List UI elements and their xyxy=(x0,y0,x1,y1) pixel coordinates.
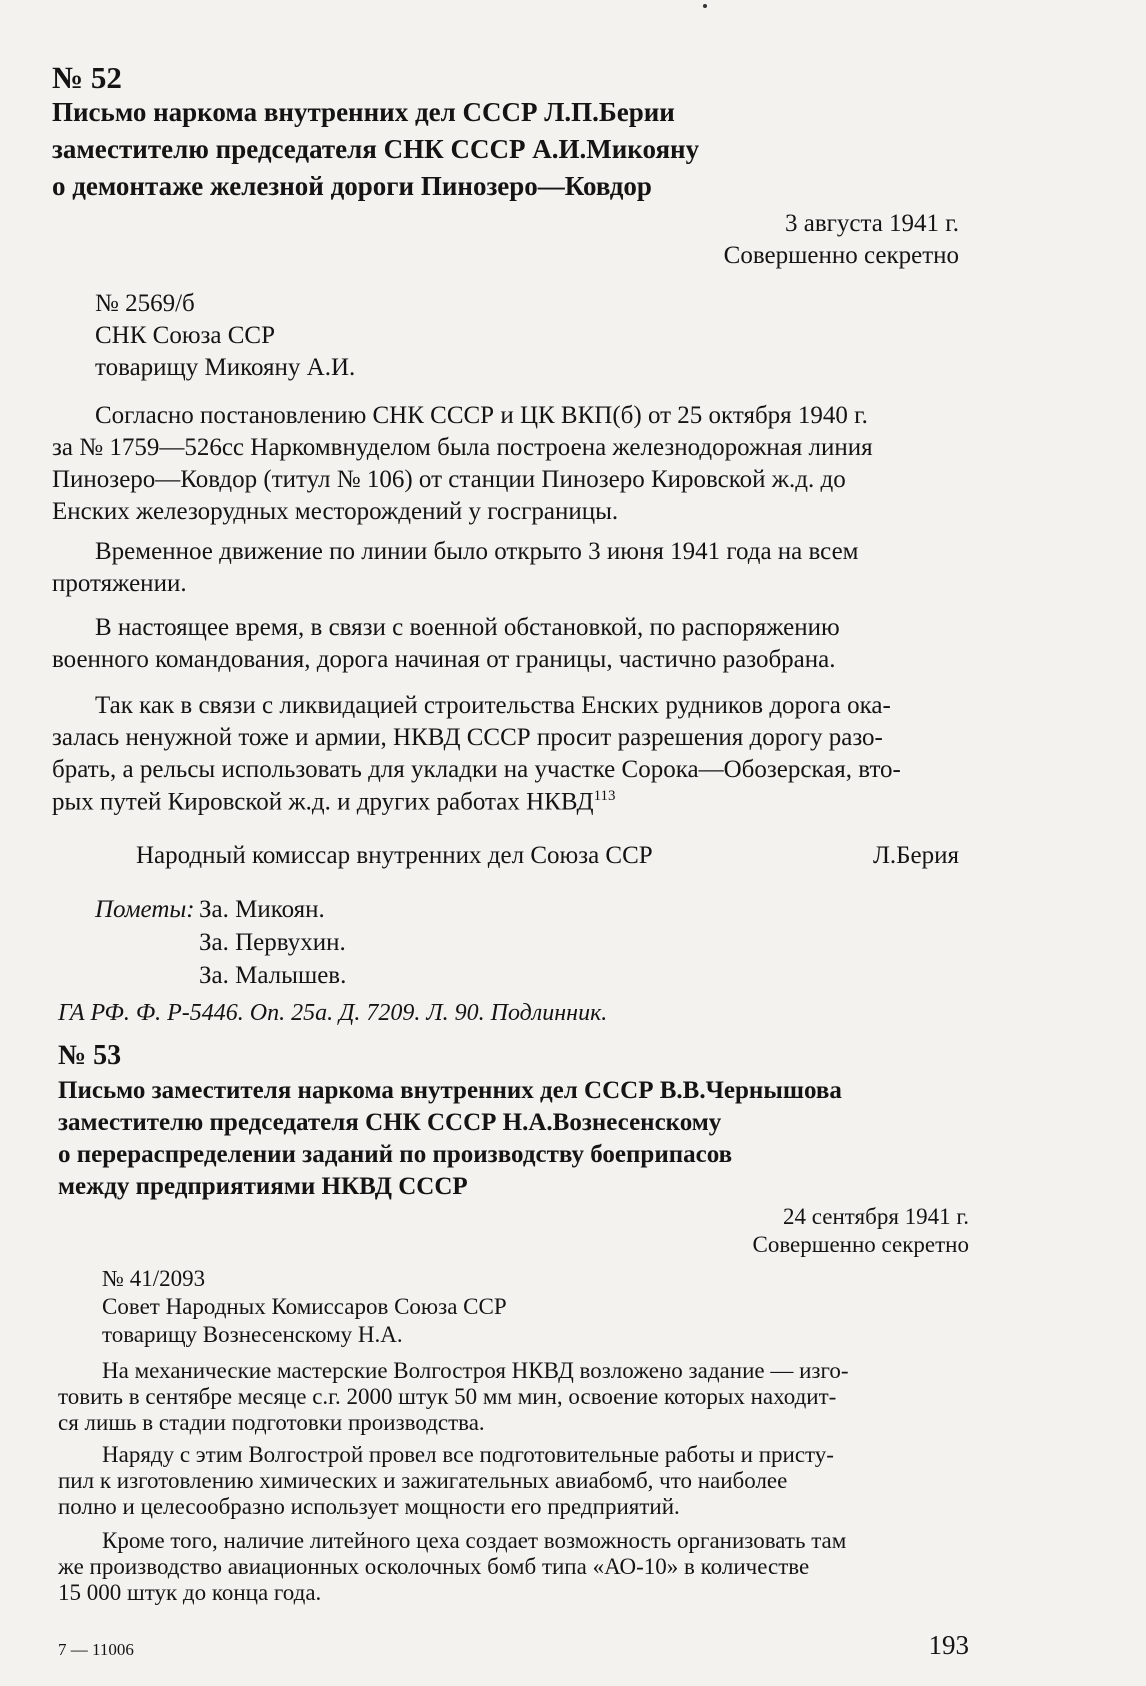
doc53-addressee-line-1: Совет Народных Комиссаров Союза ССР xyxy=(102,1294,507,1319)
doc52-p1-line-4: Енских железорудных месторождений у госграницы. xyxy=(52,498,619,525)
doc52-archive-reference: ГА РФ. Ф. Р-5446. Оп. 25а. Д. 7209. Л. 90. Подлинник. xyxy=(58,1000,608,1026)
doc52-title-line-1: Письмо наркома внутренних дел СССР Л.П.Берии xyxy=(52,97,675,127)
doc52-addressee-line-1: СНК Союза ССР xyxy=(95,322,275,349)
doc52-notes-label: Пометы: xyxy=(95,896,195,923)
doc53-p3-line-2: же производство авиационных осколочных бомб типа «АО-10» в количестве xyxy=(58,1554,810,1579)
doc53-p2-line-1: Наряду с этим Волгострой провел все подготовительные работы и присту- xyxy=(102,1442,834,1467)
doc52-note-1: За. Микоян. xyxy=(199,896,325,923)
doc53-title-line-1: Письмо заместителя наркома внутренних дел СССР В.В.Чернышова xyxy=(58,1077,842,1104)
doc52-ref-number: № 2569/б xyxy=(95,290,195,317)
doc52-p4-line-2: залась ненужной тоже и армии, НКВД СССР просит разрешения дорогу разо- xyxy=(52,724,883,751)
doc52-p4-line-3: брать, а рельсы использовать для укладки на участке Сорока—Обозерская, вто- xyxy=(52,756,901,783)
doc52-p1-line-1: Согласно постановлению СНК СССР и ЦК ВКП(б) от 25 октября 1940 г. xyxy=(95,402,868,429)
doc53-p3-line-3: 15 000 штук до конца года. xyxy=(58,1580,322,1605)
doc52-p3-line-2: военного командования, дорога начиная от границы, частично разобрана. xyxy=(52,646,836,673)
doc52-p2-line-1: Временное движение по линии было открыто 3 июня 1941 года на всем xyxy=(95,538,859,565)
doc52-p1-line-3: Пинозеро—Ковдор (титул № 106) от станции Пинозеро Кировской ж.д. до xyxy=(52,466,846,493)
doc52-signature-name: Л.Берия xyxy=(872,842,959,869)
footer-signature-mark: 7 — 11006 xyxy=(58,1640,134,1659)
doc53-classification: Совершенно секретно xyxy=(752,1232,969,1257)
doc53-number: № 53 xyxy=(58,1040,122,1071)
doc53-ref-number: № 41/2093 xyxy=(102,1266,206,1291)
doc52-p4-line-4-text: рых путей Кировской ж.д. и других работах НКВД xyxy=(52,788,594,816)
doc52-signature-title: Народный комиссар внутренних дел Союза ССР xyxy=(136,842,653,869)
doc52-p2-line-2: протяжении. xyxy=(52,570,187,597)
doc53-p3-line-1: Кроме того, наличие литейного цеха создает возможность организовать там xyxy=(102,1528,847,1553)
doc52-note-2: За. Первухин. xyxy=(199,929,346,956)
doc52-date: 3 августа 1941 г. xyxy=(784,210,959,237)
doc53-p1-line-2: товить в сентябре месяце с.г. 2000 штук 50 мм мин, освоение которых находит- xyxy=(58,1384,837,1409)
speck-mark xyxy=(703,4,707,8)
doc52-note-3: За. Малышев. xyxy=(199,962,347,989)
doc52-p4-line-1: Так как в связи с ликвидацией строительства Енских рудников дорога ока- xyxy=(95,692,891,719)
doc52-title-line-3: о демонтаже железной дороги Пинозеро—Ковдор xyxy=(52,171,652,201)
doc52-addressee-line-2: товарищу Микояну А.И. xyxy=(95,354,356,381)
doc53-p2-line-2: пил к изготовлению химических и зажигательных авиабомб, что наиболее xyxy=(58,1468,788,1493)
doc52-p3-line-1: В настоящее время, в связи с военной обстановкой, по распоряжению xyxy=(95,614,840,641)
footnote-ref-113: 113 xyxy=(593,788,616,804)
doc52-classification: Совершенно секретно xyxy=(723,242,959,269)
doc52-p1-line-2: за № 1759—526сс Наркомвнуделом была построена железнодорожная линия xyxy=(52,434,873,461)
doc53-p1-line-3: ся лишь в стадии подготовки производства. xyxy=(58,1410,485,1435)
doc53-title-line-2: заместителю председателя СНК СССР Н.А.Вознесенскому xyxy=(58,1109,722,1136)
doc53-date: 24 сентября 1941 г. xyxy=(783,1204,969,1229)
doc52-number: № 52 xyxy=(52,60,122,95)
doc53-title-line-3: о перераспределении заданий по производству боеприпасов xyxy=(58,1141,733,1168)
doc53-title-line-4: между предприятиями НКВД СССР xyxy=(58,1173,468,1200)
page-number: 193 xyxy=(928,1630,969,1660)
doc53-p2-line-3: полно и целесообразно использует мощности его предприятий. xyxy=(58,1494,680,1519)
doc53-p1-line-1: На механические мастерские Волгостроя НКВД возложено задание — изго- xyxy=(102,1358,849,1383)
doc53-addressee-line-2: товарищу Вознесенскому Н.А. xyxy=(102,1322,403,1347)
doc52-title-line-2: заместителю председателя СНК СССР А.И.Микояну xyxy=(52,134,700,164)
doc52-p4-line-4 xyxy=(52,788,616,816)
